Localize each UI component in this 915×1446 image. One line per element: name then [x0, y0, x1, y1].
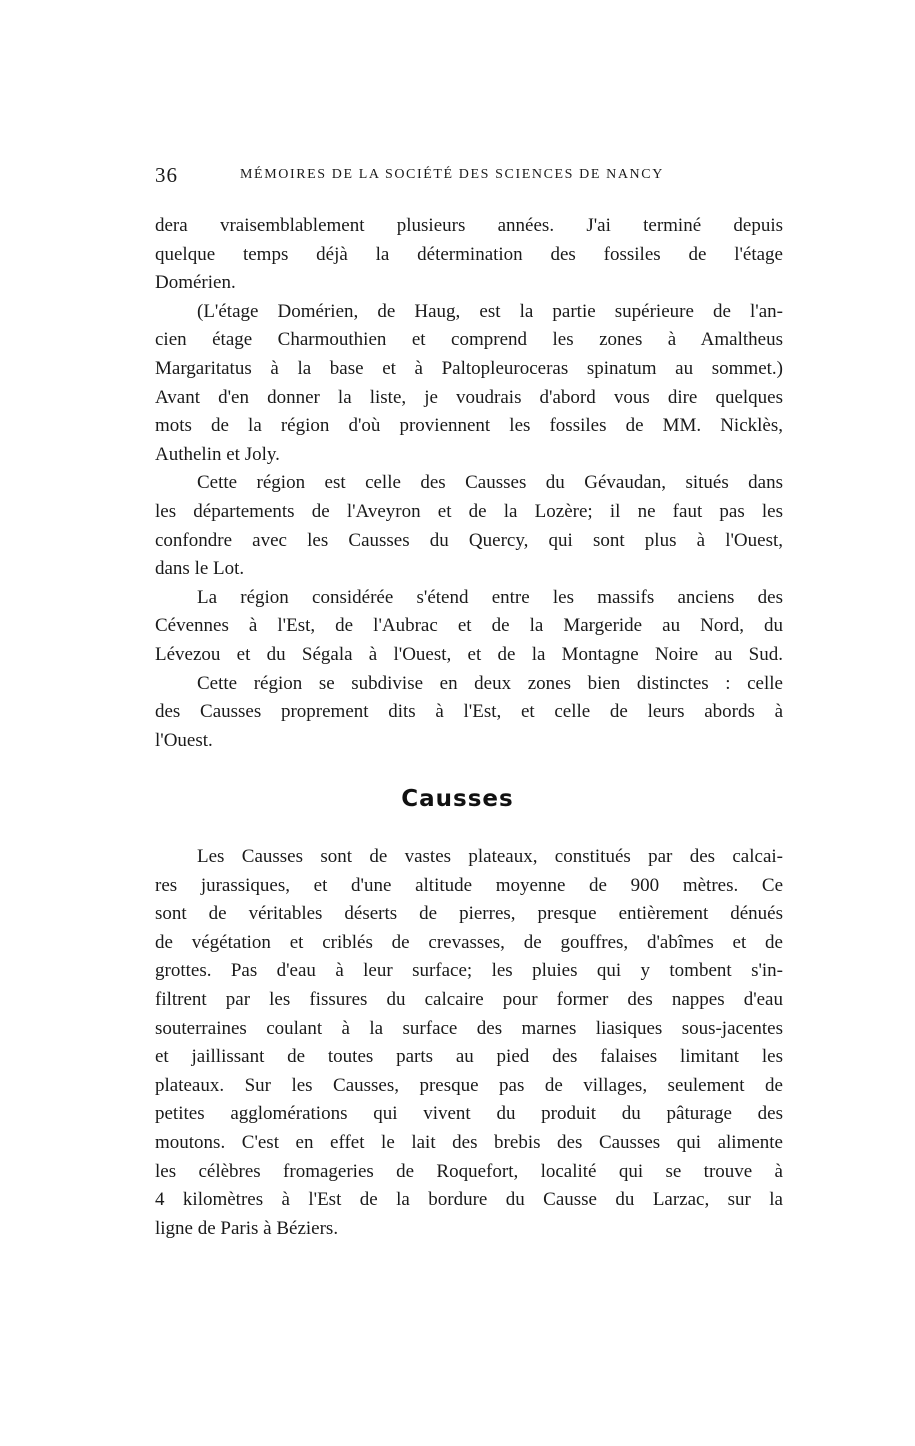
- text-line: cien étage Charmouthien et comprend les zones à Amaltheus: [155, 329, 783, 351]
- text-line: La région considérée s'étend entre les massifs anciens des: [197, 586, 783, 608]
- page-number: 36: [155, 163, 178, 187]
- text-line: Margaritatus à la base et à Paltopleuroceras spinatum au sommet.): [155, 357, 783, 379]
- text-line: 4 kilomètres à l'Est de la bordure du Causse du Larzac, sur la: [155, 1189, 783, 1211]
- text-line: des Causses proprement dits à l'Est, et celle de leurs abords à: [155, 701, 783, 723]
- text-line: et jaillissant de toutes parts au pied des falaises limitant les: [155, 1046, 783, 1068]
- text-line: res jurassiques, et d'une altitude moyenne de 900 mètres. Ce: [155, 874, 783, 896]
- text-line: de végétation et criblés de crevasses, de gouffres, d'abîmes et de: [155, 931, 783, 953]
- section-heading: Causses: [401, 786, 514, 812]
- text-line: Avant d'en donner la liste, je voudrais d'abord vous dire quelques: [155, 386, 783, 408]
- text-line: grottes. Pas d'eau à leur surface; les pluies qui y tombent s'in-: [155, 960, 783, 982]
- journal-title: MÉMOIRES DE LA SOCIÉTÉ DES SCIENCES DE NANCY: [240, 167, 664, 182]
- text-line: Les Causses sont de vastes plateaux, constitués par des calcai-: [197, 846, 783, 867]
- text-line: souterraines coulant à la surface des marnes liasiques sous-jacentes: [155, 1017, 783, 1039]
- text-line: moutons. C'est en effet le lait des brebis des Causses qui alimente: [155, 1131, 783, 1153]
- text-line: dans le Lot.: [155, 558, 245, 580]
- text-line: filtrent par les fissures du calcaire pour former des nappes d'eau: [155, 988, 783, 1010]
- text-line: quelque temps déjà la détermination des fossiles de l'étage: [155, 243, 783, 265]
- text-line: Cévennes à l'Est, de l'Aubrac et de la Margeride au Nord, du: [155, 615, 783, 637]
- intro-text: [155, 212, 783, 755]
- text-line: Lévezou et du Ségala à l'Ouest, et de la Montagne Noire au Sud.: [155, 643, 783, 665]
- text-line: l'Ouest.: [155, 729, 213, 751]
- text-line: petites agglomérations qui vivent du produit du pâturage des: [155, 1103, 783, 1125]
- text-line: confondre avec les Causses du Quercy, qui sont plus à l'Ouest,: [155, 529, 783, 551]
- text-line: (L'étage Domérien, de Haug, est la partie supérieure de l'an-: [197, 300, 783, 322]
- text-line: Cette région se subdivise en deux zones bien distinctes : celle: [197, 672, 783, 694]
- text-line: mots de la région d'où proviennent les fossiles de MM. Nicklès,: [155, 415, 783, 437]
- text-line: Cette région est celle des Causses du Gévaudan, situés dans: [197, 472, 783, 494]
- text-line: Domérien.: [155, 272, 236, 294]
- text-line: les départements de l'Aveyron et de la Lozère; il ne faut pas les: [155, 500, 783, 522]
- text-line: ligne de Paris à Béziers.: [155, 1217, 339, 1239]
- text-line: dera vraisemblablement plusieurs années. J'ai terminé depuis: [155, 215, 783, 236]
- text-line: Authelin et Joly.: [155, 443, 280, 465]
- text-line: plateaux. Sur les Causses, presque pas de villages, seulement de: [155, 1074, 783, 1096]
- causses-text: [155, 843, 783, 1243]
- running-header: [155, 163, 785, 193]
- text-line: sont de véritables déserts de pierres, presque entièrement dénués: [155, 903, 783, 925]
- text-line: les célèbres fromageries de Roquefort, localité qui se trouve à: [155, 1160, 783, 1182]
